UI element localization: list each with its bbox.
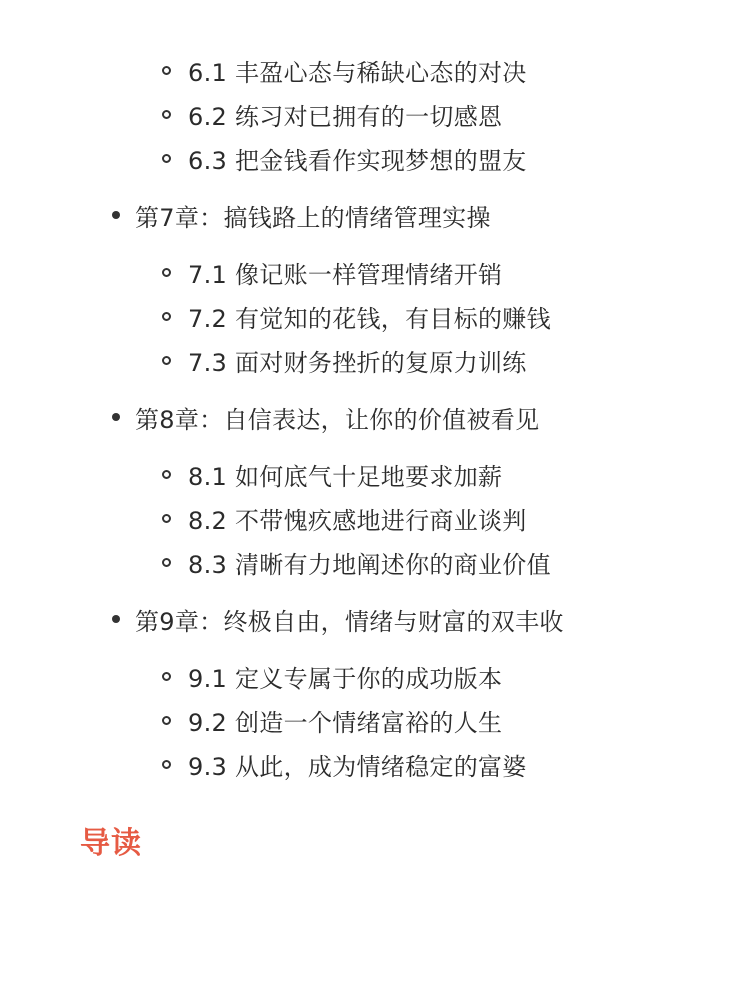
section-item: [162, 296, 551, 336]
hollow-bullet-icon: [162, 312, 171, 321]
hollow-bullet-icon: [162, 514, 171, 523]
section-item: [162, 94, 502, 134]
section-title: 7.2 有觉知的花钱，有目标的赚钱: [188, 304, 551, 333]
chapter-item: [112, 599, 564, 639]
section-item: [162, 498, 527, 538]
section-title: 8.1 如何底气十足地要求加薪: [188, 462, 503, 491]
section-title: 9.2 创造一个情绪富裕的人生: [188, 708, 503, 737]
hollow-bullet-icon: [162, 154, 171, 163]
section-title: 6.3 把金钱看作实现梦想的盟友: [188, 146, 527, 175]
filled-bullet-icon: [112, 413, 120, 421]
chapter-item: [112, 195, 491, 235]
section-title: 9.1 定义专属于你的成功版本: [188, 664, 503, 693]
section-title: 6.2 练习对已拥有的一切感恩: [188, 102, 503, 131]
section-item: [162, 700, 502, 740]
section-item: [162, 50, 527, 90]
hollow-bullet-icon: [162, 470, 171, 479]
chapter-item: [112, 397, 539, 437]
section-item: [162, 340, 527, 380]
section-heading: 导读: [80, 826, 142, 861]
chapter-title: 第9章：终极自由，情绪与财富的双丰收: [135, 607, 564, 636]
hollow-bullet-icon: [162, 66, 171, 75]
hollow-bullet-icon: [162, 760, 171, 769]
section-item: [162, 138, 527, 178]
hollow-bullet-icon: [162, 672, 171, 681]
section-item: [162, 454, 502, 494]
hollow-bullet-icon: [162, 110, 171, 119]
section-title: 8.2 不带愧疚感地进行商业谈判: [188, 506, 527, 535]
filled-bullet-icon: [112, 211, 120, 219]
hollow-bullet-icon: [162, 716, 171, 725]
section-item: [162, 744, 527, 784]
hollow-bullet-icon: [162, 356, 171, 365]
hollow-bullet-icon: [162, 558, 171, 567]
section-title: 7.3 面对财务挫折的复原力训练: [188, 348, 527, 377]
section-item: [162, 656, 502, 696]
section-item: [162, 252, 502, 292]
filled-bullet-icon: [112, 615, 120, 623]
section-item: [162, 542, 551, 582]
section-title: 6.1 丰盈心态与稀缺心态的对决: [188, 58, 527, 87]
section-title: 9.3 从此，成为情绪稳定的富婆: [188, 752, 527, 781]
section-title: 8.3 清晰有力地阐述你的商业价值: [188, 550, 551, 579]
section-title: 7.1 像记账一样管理情绪开销: [188, 260, 503, 289]
chapter-title: 第7章：搞钱路上的情绪管理实操: [135, 203, 491, 232]
chapter-title: 第8章：自信表达，让你的价值被看见: [135, 405, 540, 434]
hollow-bullet-icon: [162, 268, 171, 277]
